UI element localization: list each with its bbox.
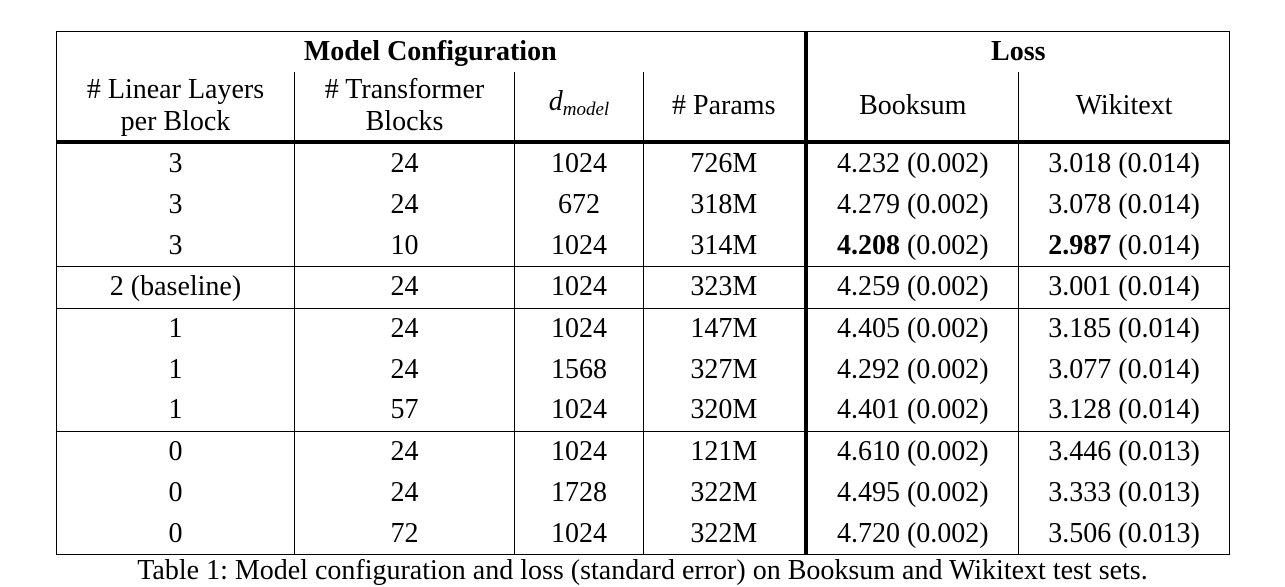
cell-blocks: 72 xyxy=(295,513,515,554)
cell-dmodel: 1024 xyxy=(515,267,644,309)
cell-booksum xyxy=(806,431,1019,472)
cell-dmodel: 1024 xyxy=(515,513,644,554)
wikitext-value: 3.185 xyxy=(1048,313,1112,345)
cell-blocks: 24 xyxy=(295,308,515,349)
cell-wikitext xyxy=(1019,185,1230,226)
col-header-params: # Params xyxy=(644,72,806,142)
table-row xyxy=(57,185,1230,226)
wikitext-std-error: (0.014) xyxy=(1118,148,1200,180)
cell-booksum xyxy=(806,390,1019,431)
cell-linear: 3 xyxy=(57,142,295,185)
cell-linear: 3 xyxy=(57,185,295,226)
cell-booksum xyxy=(806,513,1019,554)
wikitext-value: 3.446 xyxy=(1048,436,1112,468)
cell-params: 314M xyxy=(644,225,806,266)
cell-booksum xyxy=(806,185,1019,226)
booksum-value: 4.610 xyxy=(836,436,900,468)
table-row xyxy=(57,142,1230,185)
group-header-row xyxy=(57,32,1230,73)
booksum-value: 4.720 xyxy=(836,517,900,549)
cell-linear: 0 xyxy=(57,431,295,472)
wikitext-std-error: (0.013) xyxy=(1118,436,1200,468)
cell-params: 726M xyxy=(644,142,806,185)
table-row xyxy=(57,308,1230,349)
cell-dmodel: 1024 xyxy=(515,225,644,266)
cell-params: 318M xyxy=(644,185,806,226)
cell-linear: 0 xyxy=(57,473,295,514)
table-row xyxy=(57,390,1230,431)
dmodel-subscript: model xyxy=(562,99,610,120)
cell-params: 322M xyxy=(644,473,806,514)
cell-booksum xyxy=(806,308,1019,349)
booksum-std-error: (0.002) xyxy=(906,436,989,468)
cell-dmodel: 1728 xyxy=(515,473,644,514)
col-header-linear-layers xyxy=(57,72,295,142)
cell-dmodel: 1024 xyxy=(515,390,644,431)
table-row xyxy=(57,267,1230,309)
booksum-value: 4.208 xyxy=(836,229,900,261)
dmodel-base: d xyxy=(548,86,563,117)
wikitext-value: 3.078 xyxy=(1048,189,1112,221)
cell-dmodel: 1024 xyxy=(515,431,644,472)
cell-params: 121M xyxy=(644,431,806,472)
wikitext-std-error: (0.014) xyxy=(1118,394,1200,426)
cell-booksum xyxy=(806,142,1019,185)
booksum-value: 4.292 xyxy=(836,353,900,385)
col-header-transformer-line2: Blocks xyxy=(365,106,444,137)
cell-booksum xyxy=(806,267,1019,309)
wikitext-value: 3.077 xyxy=(1048,353,1112,385)
wikitext-std-error: (0.014) xyxy=(1118,229,1200,261)
booksum-std-error: (0.002) xyxy=(906,189,989,221)
booksum-std-error: (0.002) xyxy=(906,148,989,180)
wikitext-value: 2.987 xyxy=(1048,229,1112,261)
booksum-value: 4.259 xyxy=(836,271,900,303)
group-header-model-configuration: Model Configuration xyxy=(57,32,806,73)
booksum-std-error: (0.002) xyxy=(906,394,989,426)
table-row xyxy=(57,473,1230,514)
table-row xyxy=(57,225,1230,266)
cell-wikitext xyxy=(1019,513,1230,554)
cell-params: 322M xyxy=(644,513,806,554)
booksum-std-error: (0.002) xyxy=(906,229,989,261)
cell-linear: 2 (baseline) xyxy=(57,267,295,309)
cell-blocks: 10 xyxy=(295,225,515,266)
cell-wikitext xyxy=(1019,225,1230,266)
col-header-linear-line2: per Block xyxy=(120,106,231,137)
wikitext-std-error: (0.014) xyxy=(1118,189,1200,221)
cell-dmodel: 1024 xyxy=(515,308,644,349)
wikitext-std-error: (0.013) xyxy=(1118,517,1200,549)
table-row xyxy=(57,513,1230,554)
booksum-std-error: (0.002) xyxy=(906,271,989,303)
table-caption: Table 1: Model configuration and loss (standard error) on Booksum and Wikitext test sets. xyxy=(137,555,1148,586)
booksum-value: 4.495 xyxy=(836,476,900,508)
booksum-std-error: (0.002) xyxy=(906,476,989,508)
cell-wikitext xyxy=(1019,349,1230,390)
booksum-std-error: (0.002) xyxy=(906,353,989,385)
cell-linear: 1 xyxy=(57,349,295,390)
booksum-std-error: (0.002) xyxy=(906,517,989,549)
wikitext-value: 3.018 xyxy=(1048,148,1112,180)
table-body xyxy=(57,142,1230,554)
cell-booksum xyxy=(806,349,1019,390)
wikitext-value: 3.128 xyxy=(1048,394,1112,426)
cell-wikitext xyxy=(1019,431,1230,472)
cell-params: 327M xyxy=(644,349,806,390)
dmodel-symbol xyxy=(548,86,610,120)
cell-params: 147M xyxy=(644,308,806,349)
wikitext-value: 3.333 xyxy=(1048,476,1112,508)
booksum-value: 4.232 xyxy=(836,148,900,180)
results-table xyxy=(56,31,1230,555)
cell-linear: 1 xyxy=(57,308,295,349)
cell-wikitext xyxy=(1019,142,1230,185)
cell-params: 323M xyxy=(644,267,806,309)
cell-blocks: 24 xyxy=(295,349,515,390)
cell-linear: 0 xyxy=(57,513,295,554)
cell-blocks: 24 xyxy=(295,267,515,309)
booksum-std-error: (0.002) xyxy=(906,313,989,345)
wikitext-value: 3.506 xyxy=(1048,517,1112,549)
col-header-dmodel xyxy=(515,72,644,142)
table-row xyxy=(57,349,1230,390)
wikitext-std-error: (0.014) xyxy=(1118,353,1200,385)
wikitext-std-error: (0.014) xyxy=(1118,271,1200,303)
group-header-loss: Loss xyxy=(806,32,1230,73)
cell-blocks: 24 xyxy=(295,431,515,472)
col-header-transformer-line1: # Transformer xyxy=(324,74,485,105)
cell-wikitext xyxy=(1019,390,1230,431)
wikitext-std-error: (0.013) xyxy=(1118,476,1200,508)
col-header-wikitext: Wikitext xyxy=(1019,72,1230,142)
wikitext-value: 3.001 xyxy=(1048,271,1112,303)
cell-dmodel: 672 xyxy=(515,185,644,226)
cell-params: 320M xyxy=(644,390,806,431)
booksum-value: 4.405 xyxy=(836,313,900,345)
cell-linear: 1 xyxy=(57,390,295,431)
booksum-value: 4.401 xyxy=(836,394,900,426)
cell-booksum xyxy=(806,473,1019,514)
cell-blocks: 57 xyxy=(295,390,515,431)
cell-blocks: 24 xyxy=(295,473,515,514)
col-header-linear-line1: # Linear Layers xyxy=(86,74,265,105)
cell-wikitext xyxy=(1019,308,1230,349)
cell-blocks: 24 xyxy=(295,185,515,226)
wikitext-std-error: (0.014) xyxy=(1118,313,1200,345)
cell-wikitext xyxy=(1019,267,1230,309)
column-header-row xyxy=(57,72,1230,142)
cell-booksum xyxy=(806,225,1019,266)
booksum-value: 4.279 xyxy=(836,189,900,221)
table-row xyxy=(57,431,1230,472)
cell-linear: 3 xyxy=(57,225,295,266)
cell-dmodel: 1568 xyxy=(515,349,644,390)
col-header-booksum: Booksum xyxy=(806,72,1019,142)
cell-wikitext xyxy=(1019,473,1230,514)
cell-blocks: 24 xyxy=(295,142,515,185)
col-header-transformer-blocks xyxy=(295,72,515,142)
cell-dmodel: 1024 xyxy=(515,142,644,185)
